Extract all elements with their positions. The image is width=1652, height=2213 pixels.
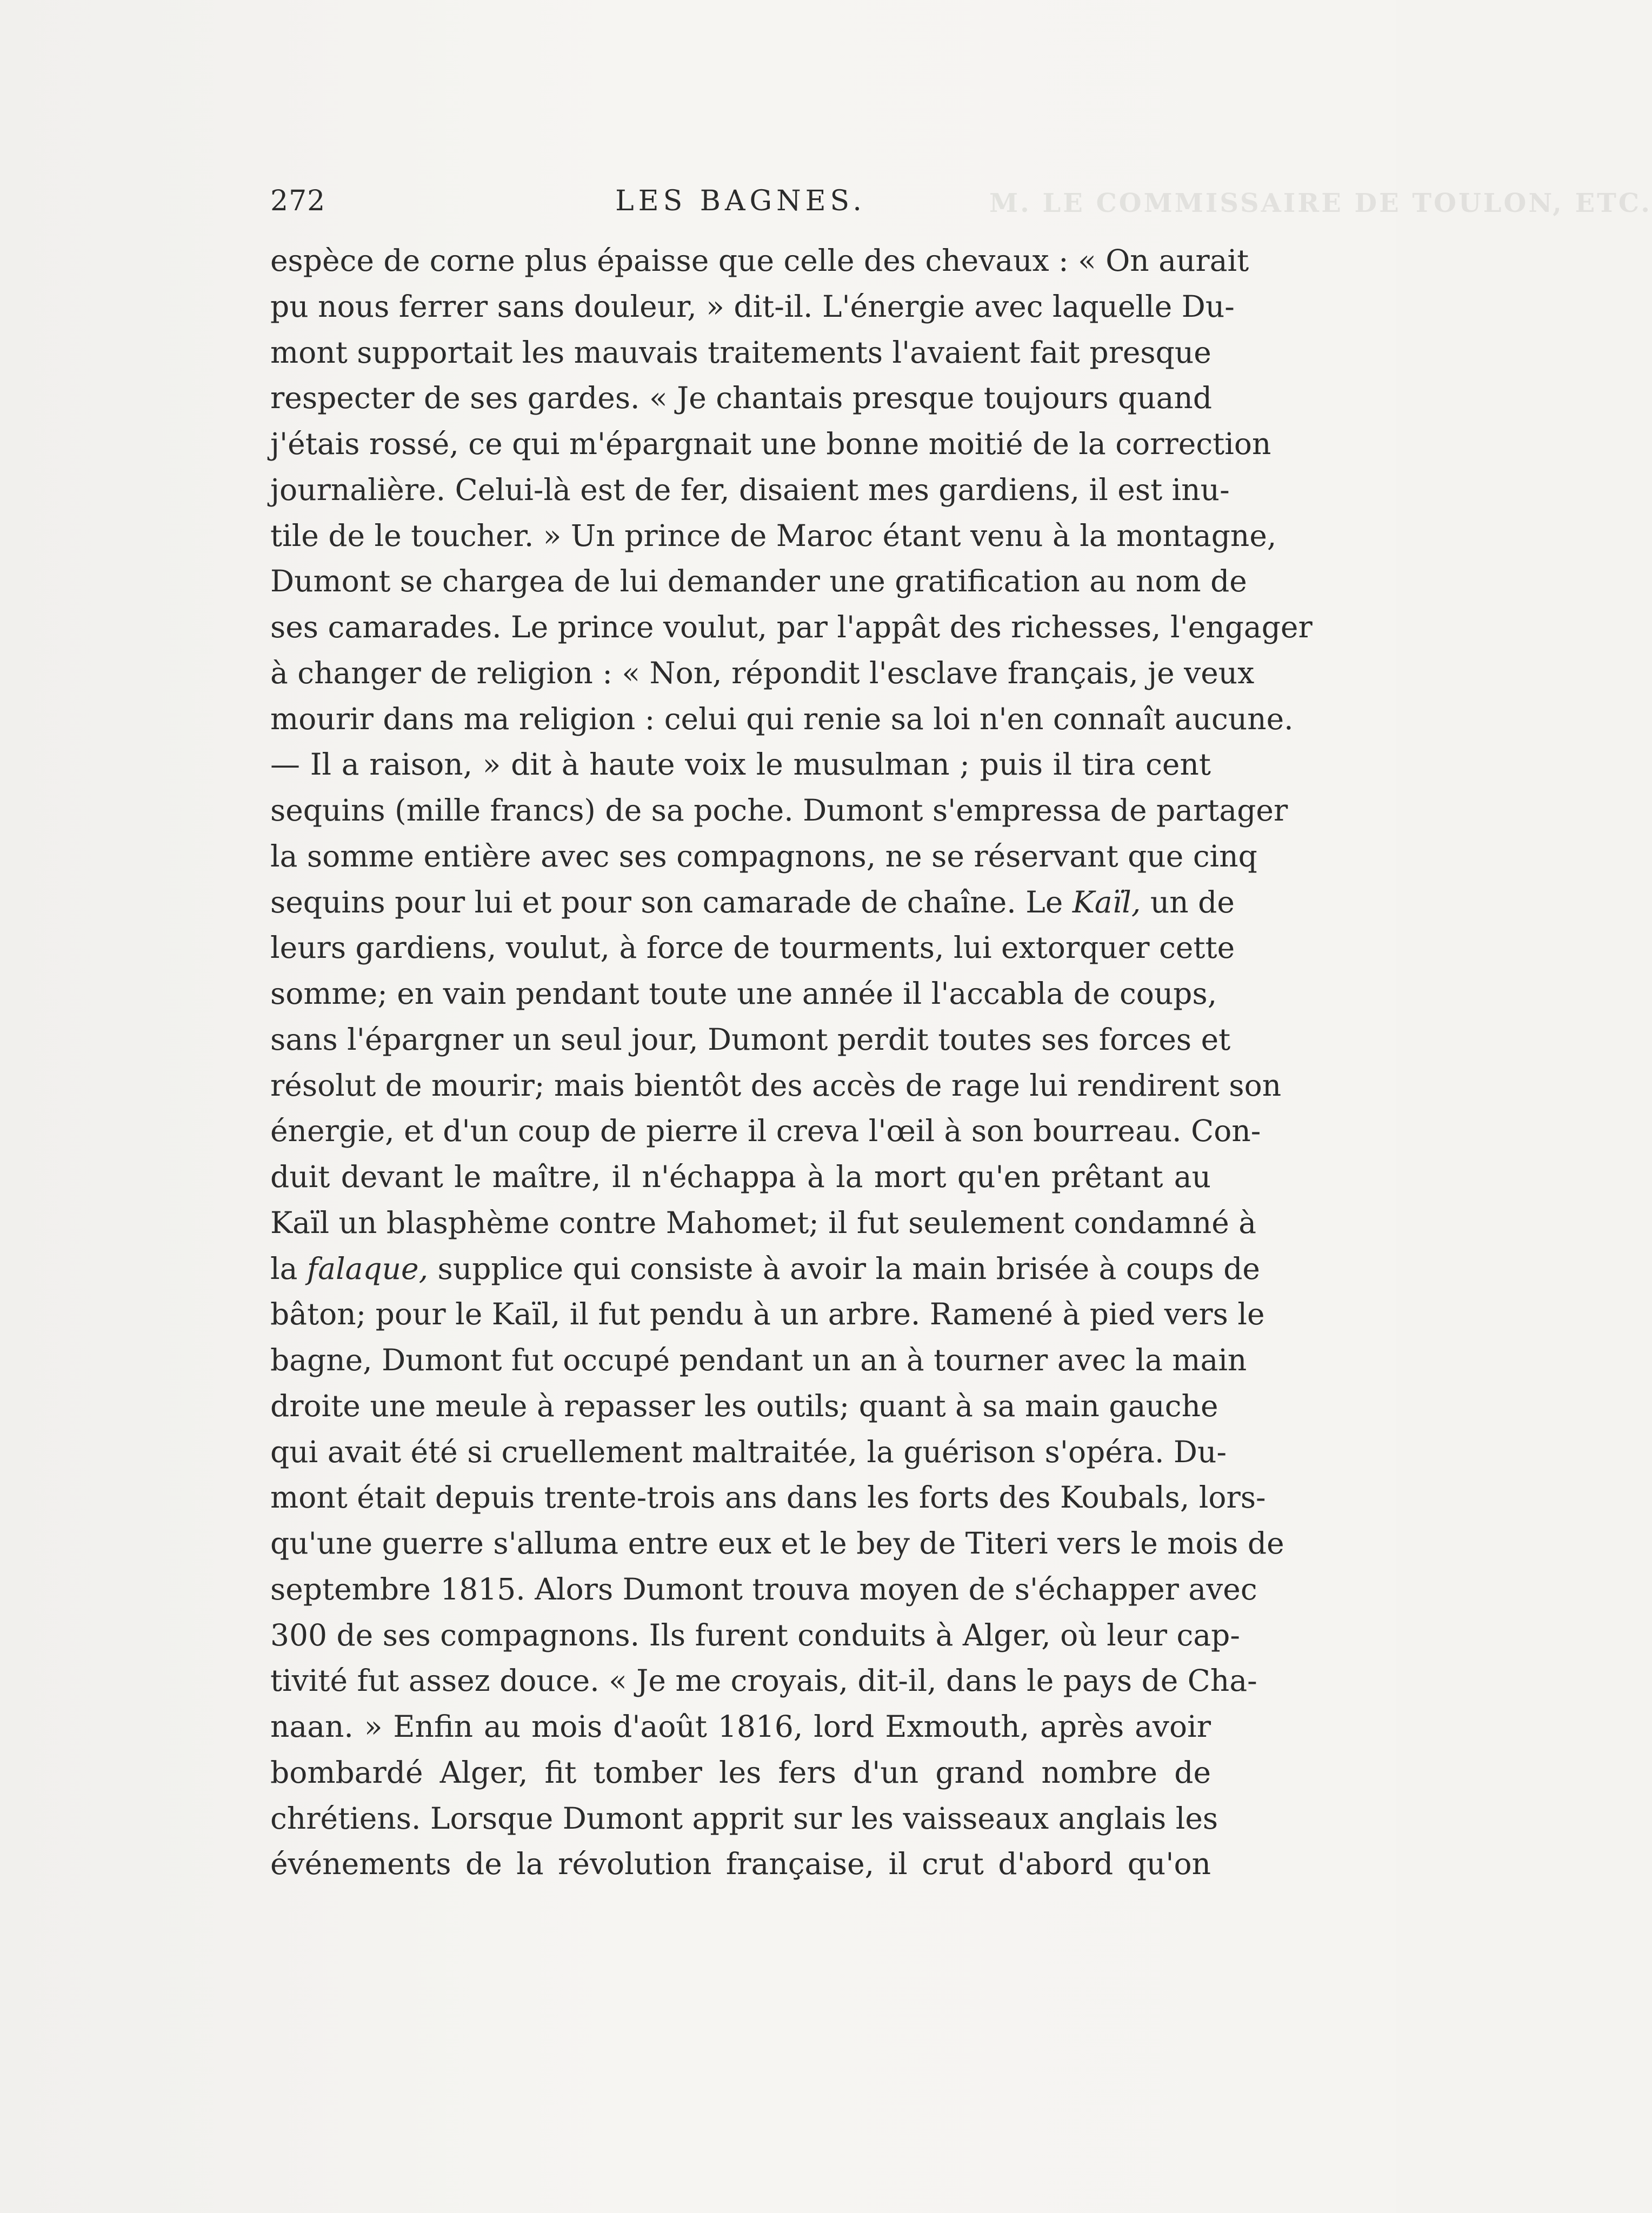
text-line: sequins pour lui et pour son camarade de chaîne. Le Kaïl, un de [270, 884, 1235, 919]
text-line: mourir dans ma religion : celui qui renie sa loi n'en connaît aucune. [270, 701, 1294, 736]
body-text [270, 238, 1313, 1887]
text-line: la somme entière avec ses compagnons, ne se réservant que cinq [270, 838, 1257, 874]
text-line: journalière. Celui-là est de fer, disaient mes gardiens, il est inu- [270, 472, 1230, 507]
text-line: septembre 1815. Alors Dumont trouva moyen de s'échapper avec [270, 1571, 1257, 1607]
text-line: sans l'épargner un seul jour, Dumont perdit toutes ses forces et [270, 1022, 1231, 1057]
text-line: Kaïl un blasphème contre Mahomet; il fut seulement condamné à [270, 1205, 1257, 1240]
text-line: pu nous ferrer sans douleur, » dit-il. L'énergie avec laquelle Du- [270, 289, 1235, 324]
text-line: bombardé Alger, fit tomber les fers d'un grand nombre de [270, 1755, 1211, 1790]
text-line: espèce de corne plus épaisse que celle des chevaux : « On aurait [270, 243, 1249, 278]
text-line: droite une meule à repasser les outils; quant à sa main gauche [270, 1388, 1218, 1423]
text-line: résolut de mourir; mais bientôt des accès de rage lui rendirent son [270, 1068, 1282, 1103]
text-line: Dumont se chargea de lui demander une gratification au nom de [270, 564, 1247, 599]
text-line: énergie, et d'un coup de pierre il creva l'œil à son bourreau. Con- [270, 1114, 1261, 1149]
text-line: qu'une guerre s'alluma entre eux et le bey de Titeri vers le mois de [270, 1526, 1284, 1561]
text-line: à changer de religion : « Non, répondit l'esclave français, je veux [270, 655, 1255, 690]
page-number: 272 [270, 185, 326, 217]
running-title: LES BAGNES. [615, 185, 866, 217]
text-line: somme; en vain pendant toute une année il l'accabla de coups, [270, 976, 1217, 1011]
text-line: tivité fut assez douce. « Je me croyais, dit-il, dans le pays de Cha- [270, 1663, 1257, 1698]
text-line: 300 de ses compagnons. Ils furent conduits à Alger, où leur cap- [270, 1617, 1240, 1652]
page-header [270, 185, 1211, 223]
bleed-through-text: M. LE COMMISSAIRE DE TOULON, ETC. [989, 188, 1652, 218]
text-line: respecter de ses gardes. « Je chantais presque toujours quand [270, 381, 1213, 416]
text-line: bâton; pour le Kaïl, il fut pendu à un arbre. Ramené à pied vers le [270, 1297, 1265, 1332]
text-line: ses camarades. Le prince voulut, par l'appât des richesses, l'engager [270, 610, 1313, 644]
text-line: naan. » Enfin au mois d'août 1816, lord Exmouth, après avoir [270, 1709, 1211, 1744]
text-line: chrétiens. Lorsque Dumont apprit sur les vaisseaux anglais les [270, 1801, 1218, 1836]
text-line: j'étais rossé, ce qui m'épargnait une bonne moitié de la correction [270, 426, 1271, 461]
text-line: leurs gardiens, voulut, à force de tourments, lui extorquer cette [270, 930, 1235, 965]
text-line: la falaque, supplice qui consiste à avoir la main brisée à coups de [270, 1251, 1260, 1286]
text-line: duit devant le maître, il n'échappa à la mort qu'en prêtant au [270, 1159, 1211, 1194]
text-line: sequins (mille francs) de sa poche. Dumont s'empressa de partager [270, 793, 1288, 828]
text-line: qui avait été si cruellement maltraitée, la guérison s'opéra. Du- [270, 1434, 1227, 1469]
text-line: mont était depuis trente-trois ans dans les forts des Koubals, lors- [270, 1480, 1266, 1515]
italic-word: falaque, [307, 1251, 429, 1286]
text-line: bagne, Dumont fut occupé pendant un an à tourner avec la main [270, 1343, 1247, 1377]
text-line: mont supportait les mauvais traitements l'avaient fait presque [270, 335, 1211, 370]
italic-word: Kaïl, [1072, 884, 1141, 919]
text-line: — Il a raison, » dit à haute voix le musulman ; puis il tira cent [270, 747, 1211, 782]
text-line: tile de le toucher. » Un prince de Maroc étant venu à la montagne, [270, 518, 1277, 553]
text-line: événements de la révolution française, il crut d'abord qu'on [270, 1847, 1211, 1882]
